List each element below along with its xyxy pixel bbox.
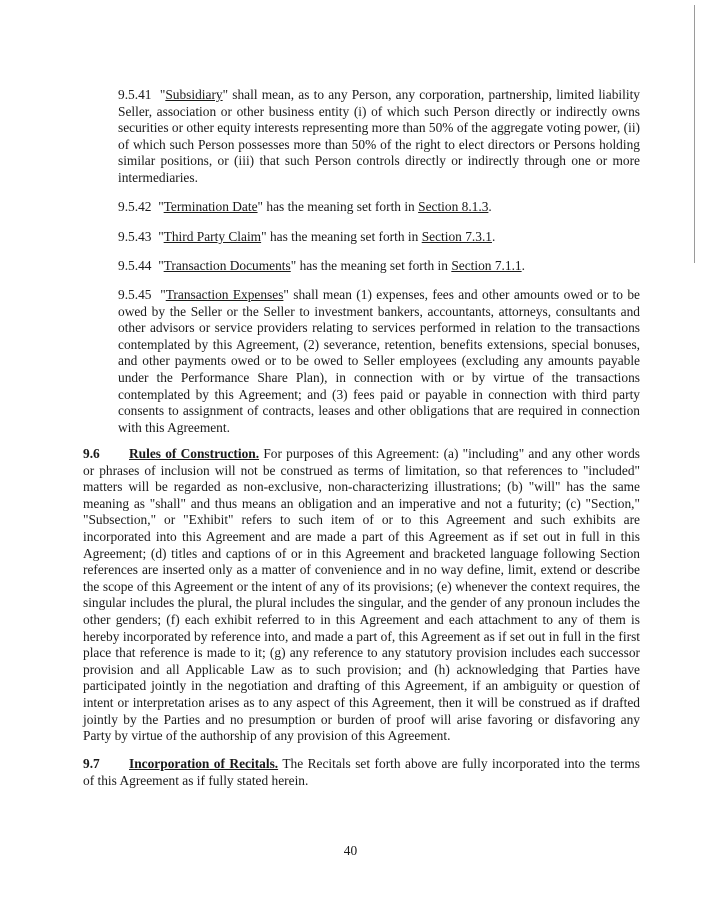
definition-number: 9.5.41 xyxy=(118,87,152,102)
definition-third-party-claim xyxy=(118,229,640,246)
definition-termination-date xyxy=(118,199,640,216)
page-number: 40 xyxy=(343,843,358,858)
defined-term: Transaction Documents xyxy=(163,258,291,273)
defined-term: Third Party Claim xyxy=(163,229,262,244)
section-reference-link[interactable]: Section 8.1.3 xyxy=(418,199,489,214)
definition-text: has the meaning set forth in xyxy=(299,258,448,273)
quote: " xyxy=(158,229,164,244)
quote: " xyxy=(283,287,289,302)
definition-transaction-documents xyxy=(118,258,640,275)
quote: " xyxy=(290,258,297,273)
definition-subsidiary xyxy=(118,87,640,187)
definition-text: shall mean, as to any Person, any corporation, partnership, limited liability Seller, association or other business entity (i) of which such Person directly or indirectly owns securities or other equity interests representing more than 50% of the aggregate voting power, (ii) of which such Person possesses more than 50% of the right to elect directors or Persons holding similar positions, or (iii) that such Person controls directly or indirectly through one or more intermediaries. xyxy=(118,87,640,185)
quote: " xyxy=(158,258,164,273)
period: . xyxy=(491,229,496,244)
defined-term: Transaction Expenses xyxy=(165,287,284,302)
section-title: Rules of Construction. xyxy=(129,446,260,461)
definition-transaction-expenses xyxy=(118,287,640,436)
quote: " xyxy=(158,199,164,214)
defined-term: Subsidiary xyxy=(165,87,223,102)
quote: " xyxy=(160,287,166,302)
period: . xyxy=(488,199,492,214)
section-text: The Recitals set forth above are fully incorporated into the terms of this Agreement as if fully stated herein. xyxy=(83,756,640,788)
definition-text: has the meaning set forth in xyxy=(266,199,415,214)
definition-number: 9.5.44 xyxy=(118,258,152,273)
section-number: 9.7 xyxy=(83,756,100,771)
quote: " xyxy=(261,229,267,244)
definition-text: shall mean (1) expenses, fees and other amounts owed or to be owed by the Seller or the Seller to investment bankers, accountants, attorneys, consultants and other advisors or service providers relating to services performed in relation to the transactions contemplated by this Agreement, (2) severance, retention, benefits extensions, special bonuses, and other payments owed or to be owed to Seller employees (excluding any amounts payable under the Performance Share Plan), in connection with or by virtue of the transactions contemplated by this Agreement; and (3) fees paid or payable in connection with third party consents to assignment of contracts, leases and other obligations that are required in connection with this Agreement. xyxy=(118,287,640,435)
section-text: For purposes of this Agreement: (a) "including" and any other words or phrases of inclusion will not be construed as terms of limitation, so that references to "included" matters will be regarded as non-exclusive, non-characterizing illustrations; (b) "will" has the same meaning as "shall" and thus means an obligation and an imperative and not a futurity; (c) "Section," "Subsection," or "Exhibit" refers to such item of or to this Agreement and such exhibits are incorporated into this Agreement and are made a part of this Agreement as if set out in full in this Agreement; (d) titles and captions of or in this Agreement and bracketed language following Section references are inserted only as a matter of convenience and in no way define, limit, extend or describe the scope of this Agreement or the intent of any of its provisions; (e) whenever the context requires, the singular includes the plural, the plural includes the singular, and the gender of any pronoun includes the other genders; (f) each exhibit referred to in this Agreement and each attachment to any of them is hereby incorporated by reference into, and made a part of, this Agreement as if set out in full in the first place that reference is made to it; (g) any reference to any statutory provision includes each successor provision and all Applicable Law as to such provision; and (h) acknowledging that Parties have participated jointly in the negotiation and drafting of this Agreement, if an ambiguity or question of intent or interpretation arises as to any aspect of this Agreement, then it will be construed as if drafted jointly by the Parties and no presumption or burden of proof will arise favoring or disfavoring any Party by virtue of the authorship of any provision of this Agreement. xyxy=(83,446,640,744)
definition-number: 9.5.42 xyxy=(118,199,152,214)
definition-number: 9.5.43 xyxy=(118,229,152,244)
section-title: Incorporation of Recitals. xyxy=(129,756,279,771)
defined-term: Termination Date xyxy=(163,199,258,214)
section-incorporation-of-recitals xyxy=(83,756,640,789)
section-reference-link[interactable]: Section 7.1.1 xyxy=(451,258,522,273)
quote: " xyxy=(257,199,264,214)
section-reference-link[interactable]: Section 7.3.1 xyxy=(421,229,492,244)
section-number: 9.6 xyxy=(83,446,100,461)
definition-text: has the meaning set forth in xyxy=(269,229,419,244)
section-rules-of-construction xyxy=(83,446,640,745)
quote: " xyxy=(222,87,229,102)
definition-number: 9.5.45 xyxy=(118,287,152,302)
period: . xyxy=(521,258,525,273)
page-edge-line xyxy=(694,5,695,263)
quote: " xyxy=(159,87,166,102)
